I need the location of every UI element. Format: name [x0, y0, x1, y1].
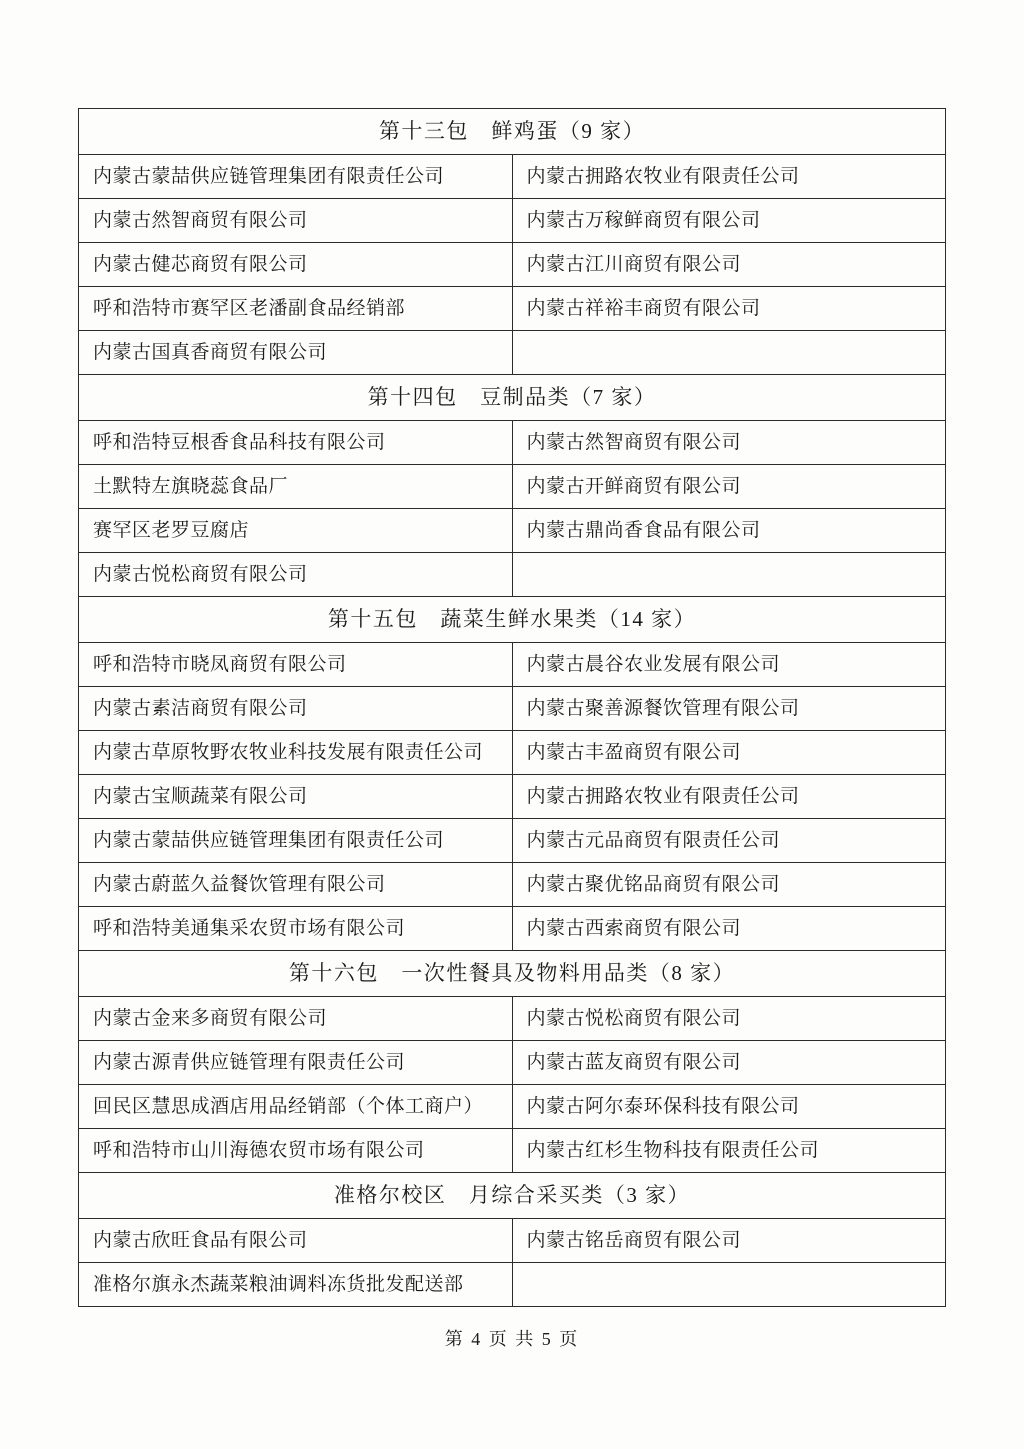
table-row — [79, 243, 946, 287]
table-row — [79, 1219, 946, 1263]
supplier-cell: 内蒙古健芯商贸有限公司 — [79, 243, 513, 287]
supplier-cell: 内蒙古晨谷农业发展有限公司 — [512, 643, 946, 687]
section-heading-cell — [79, 375, 946, 421]
table-row — [79, 155, 946, 199]
supplier-cell: 呼和浩特市赛罕区老潘副食品经销部 — [79, 287, 513, 331]
supplier-cell-empty — [512, 331, 946, 375]
supplier-cell: 内蒙古聚善源餐饮管理有限公司 — [512, 687, 946, 731]
supplier-cell: 内蒙古蒙喆供应链管理集团有限责任公司 — [79, 819, 513, 863]
supplier-cell: 内蒙古蔚蓝久益餐饮管理有限公司 — [79, 863, 513, 907]
supplier-cell: 赛罕区老罗豆腐店 — [79, 509, 513, 553]
section-heading-cell — [79, 597, 946, 643]
supplier-cell: 土默特左旗晓蕊食品厂 — [79, 465, 513, 509]
supplier-cell: 回民区慧思成酒店用品经销部（个体工商户） — [79, 1085, 513, 1129]
supplier-cell: 内蒙古蒙喆供应链管理集团有限责任公司 — [79, 155, 513, 199]
supplier-cell: 呼和浩特市山川海德农贸市场有限公司 — [79, 1129, 513, 1173]
supplier-cell: 内蒙古元品商贸有限责任公司 — [512, 819, 946, 863]
table-row — [79, 287, 946, 331]
supplier-cell: 内蒙古然智商贸有限公司 — [79, 199, 513, 243]
supplier-cell: 呼和浩特市晓凤商贸有限公司 — [79, 643, 513, 687]
section-heading-row — [79, 109, 946, 155]
supplier-cell: 内蒙古然智商贸有限公司 — [512, 421, 946, 465]
table-row — [79, 997, 946, 1041]
supplier-cell: 内蒙古悦松商贸有限公司 — [512, 997, 946, 1041]
table-row — [79, 731, 946, 775]
supplier-cell: 内蒙古红杉生物科技有限责任公司 — [512, 1129, 946, 1173]
supplier-cell: 内蒙古宝顺蔬菜有限公司 — [79, 775, 513, 819]
section-heading-text: 第十四包 豆制品类（7 家） — [367, 385, 657, 410]
section-heading-text: 第十三包 鲜鸡蛋（9 家） — [378, 119, 646, 144]
supplier-cell: 内蒙古西索商贸有限公司 — [512, 907, 946, 951]
supplier-cell: 内蒙古开鲜商贸有限公司 — [512, 465, 946, 509]
supplier-cell: 内蒙古素洁商贸有限公司 — [79, 687, 513, 731]
table-row — [79, 819, 946, 863]
section-heading-text: 准格尔校区 月综合采买类（3 家） — [333, 1183, 691, 1208]
table-row — [79, 553, 946, 597]
section-heading-cell — [79, 1173, 946, 1219]
supplier-cell: 内蒙古金来多商贸有限公司 — [79, 997, 513, 1041]
supplier-cell: 内蒙古拥路农牧业有限责任公司 — [512, 155, 946, 199]
section-heading-text: 第十六包 一次性餐具及物料用品类（8 家） — [288, 961, 736, 986]
section-heading-cell — [79, 951, 946, 997]
table-row — [79, 331, 946, 375]
section-heading-row — [79, 1173, 946, 1219]
table-row — [79, 775, 946, 819]
supplier-list-table — [78, 108, 946, 1307]
supplier-cell: 内蒙古祥裕丰商贸有限公司 — [512, 287, 946, 331]
section-heading-row — [79, 375, 946, 421]
supplier-cell: 呼和浩特豆根香食品科技有限公司 — [79, 421, 513, 465]
table-row — [79, 643, 946, 687]
table-row — [79, 1041, 946, 1085]
table-row — [79, 907, 946, 951]
supplier-cell: 内蒙古欣旺食品有限公司 — [79, 1219, 513, 1263]
supplier-cell: 内蒙古铭岳商贸有限公司 — [512, 1219, 946, 1263]
table-row — [79, 1085, 946, 1129]
table-row — [79, 509, 946, 553]
section-heading-row — [79, 597, 946, 643]
supplier-cell: 准格尔旗永杰蔬菜粮油调料冻货批发配送部 — [79, 1263, 513, 1307]
supplier-cell-empty — [512, 553, 946, 597]
table-row — [79, 1263, 946, 1307]
supplier-cell: 内蒙古鼎尚香食品有限公司 — [512, 509, 946, 553]
section-heading-cell — [79, 109, 946, 155]
table-row — [79, 1129, 946, 1173]
table-body — [79, 109, 946, 1307]
table-row — [79, 465, 946, 509]
table-row — [79, 687, 946, 731]
supplier-cell: 内蒙古拥路农牧业有限责任公司 — [512, 775, 946, 819]
table-row — [79, 199, 946, 243]
supplier-cell: 内蒙古万稼鲜商贸有限公司 — [512, 199, 946, 243]
supplier-cell: 内蒙古源青供应链管理有限责任公司 — [79, 1041, 513, 1085]
supplier-cell: 内蒙古阿尔泰环保科技有限公司 — [512, 1085, 946, 1129]
supplier-cell-empty — [512, 1263, 946, 1307]
supplier-cell: 内蒙古国真香商贸有限公司 — [79, 331, 513, 375]
supplier-cell: 内蒙古草原牧野农牧业科技发展有限责任公司 — [79, 731, 513, 775]
table-row — [79, 421, 946, 465]
section-heading-row — [79, 951, 946, 997]
supplier-cell: 内蒙古江川商贸有限公司 — [512, 243, 946, 287]
supplier-cell: 内蒙古聚优铭品商贸有限公司 — [512, 863, 946, 907]
supplier-cell: 内蒙古蓝友商贸有限公司 — [512, 1041, 946, 1085]
supplier-cell: 内蒙古丰盈商贸有限公司 — [512, 731, 946, 775]
supplier-cell: 呼和浩特美通集采农贸市场有限公司 — [79, 907, 513, 951]
section-heading-text: 第十五包 蔬菜生鲜水果类（14 家） — [327, 607, 697, 632]
table-row — [79, 863, 946, 907]
page-footer: 第 4 页 共 5 页 — [444, 1329, 580, 1349]
supplier-cell: 内蒙古悦松商贸有限公司 — [79, 553, 513, 597]
